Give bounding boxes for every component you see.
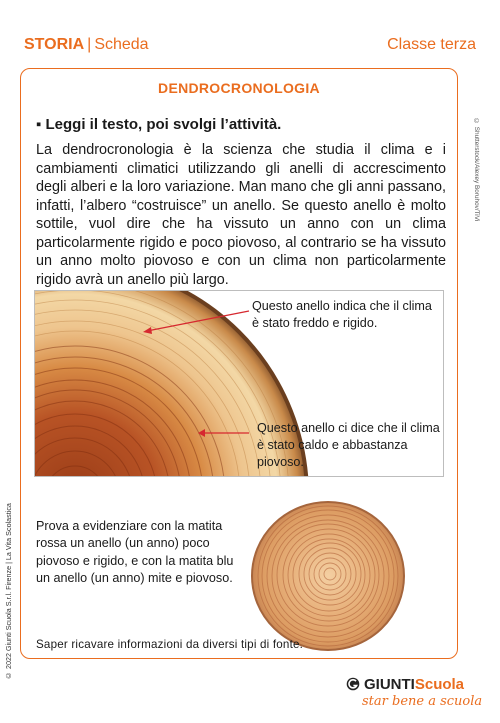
logo-brand-accent: Scuola: [414, 676, 465, 693]
small-tree-ring-image: [248, 496, 408, 656]
instruction-text: ▪ Leggi il testo, poi svolgi l’attività.: [36, 116, 282, 133]
page-title: DENDROCRONOLOGIA: [158, 80, 320, 96]
class-label: Classe terza: [387, 36, 476, 53]
copyright-credit: © 2022 Giunti Scuola S.r.l. Firenze | La Vita Scolastica: [4, 503, 13, 680]
image-credit: © Shutterstock/Alexey Boruhov/TiVi: [473, 118, 480, 222]
publisher-logo: [346, 676, 483, 716]
logo-tagline: star bene a scuola: [362, 694, 483, 709]
header-separator: |: [87, 36, 92, 53]
page-header: [24, 36, 476, 58]
activity-text: Prova a evidenziare con la matita rossa un anello (un anno) poco piovoso e rigido, e con la matita blu un anello (un anno) mite e piovoso.: [36, 519, 234, 585]
subject-name: STORIA: [24, 36, 85, 53]
section-name: Scheda: [94, 36, 149, 53]
wide-ring-annotation: Questo anello ci dice che il clima è stato caldo e abbastanza piovoso.: [257, 421, 440, 469]
logo-brand-main: GIUNTI: [364, 676, 415, 693]
intro-paragraph: La dendrocronologia è la scienza che studia il clima e i cambiamenti climatici utilizzando gli anelli di accrescimento degli alberi e la loro variazione. Man mano che gli anni passano, infatti, l’albero “costruisce” un anello. Se questo anello è molto sottile, vuol dire che ha vissuto un anno con un clima particolarmente rigido e poco piovoso, al contrario se ha vissuto un anno molto piovoso e con un clima non particolarmente rigido avrà un anello più largo.: [36, 142, 446, 288]
learning-objective: Saper ricavare informazioni da diversi tipi di fonte.: [36, 638, 304, 651]
thin-ring-annotation: Questo anello indica che il clima è stato freddo e rigido.: [252, 299, 432, 330]
subject-label: [24, 36, 149, 54]
giunti-g-icon: [346, 677, 360, 691]
logo-brand: [364, 676, 464, 693]
